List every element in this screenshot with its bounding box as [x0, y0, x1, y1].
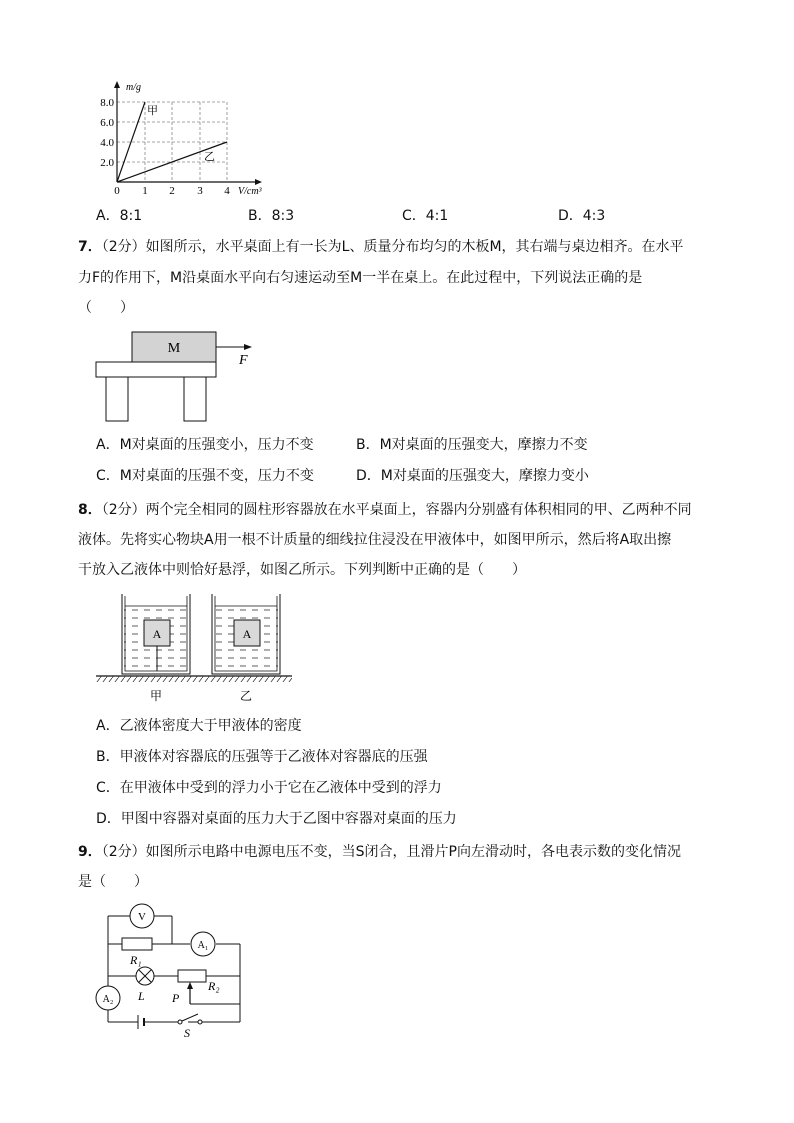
q7-text: （2分）如图所示，水平桌面上有一长为L、质量分布均匀的木板M，其右端与桌边相齐。在水平 — [101, 239, 684, 255]
block-a-label-yi: A — [242, 627, 252, 641]
series-yi-label: 乙 — [204, 151, 215, 163]
q7-option-d[interactable]: D．M对桌面的压强变大，摩擦力变小 — [356, 468, 589, 484]
q8-option-d[interactable]: D．甲图中容器对桌面的压力大于乙图中容器对桌面的压力 — [96, 811, 457, 827]
q7-stem-line1 — [78, 237, 684, 257]
q8-containers-figure — [94, 590, 298, 704]
q9-circuit-figure — [92, 898, 252, 1038]
ammeter-a1-label: A₁ — [197, 940, 209, 951]
x-axis-label: V/cm³ — [238, 186, 262, 197]
x-tick-label: 0 — [114, 185, 120, 197]
q8-number: 8． — [78, 502, 102, 518]
y-axis-label: m/g — [126, 82, 141, 93]
q7-number: 7． — [78, 239, 102, 255]
ammeter-a2-label: A₂ — [102, 994, 114, 1005]
block-a-label-jia: A — [152, 627, 162, 641]
q7-option-b[interactable]: B．M对桌面的压强变大，摩擦力不变 — [356, 437, 588, 453]
lamp-label: L — [138, 989, 145, 1003]
y-tick-label: 4.0 — [100, 137, 114, 149]
series-jia-label: 甲 — [147, 105, 158, 117]
slider-p-label: P — [172, 991, 180, 1005]
board-m-label: M — [167, 341, 181, 356]
y-tick-label: 6.0 — [100, 117, 114, 129]
q7-option-a[interactable]: A．M对桌面的压强变小，压力不变 — [96, 437, 314, 453]
r1-label: R₁ — [130, 953, 142, 967]
q9-text: （2分）如图所示电路中电源电压不变，当S闭合，且滑片P向左滑动时，各电表示数的变化情况 — [101, 844, 681, 860]
q8-text: （2分）两个完全相同的圆柱形容器放在水平桌面上，容器内分别盛有体积相同的甲、乙两种不同 — [101, 502, 692, 518]
x-tick-label: 2 — [169, 185, 175, 197]
series-jia-line — [117, 102, 145, 182]
q7-table-board-figure — [94, 328, 264, 426]
x-tick-label: 3 — [197, 185, 203, 197]
caption-jia: 甲 — [149, 689, 163, 703]
caption-yi: 乙 — [239, 689, 253, 703]
q7-stem-line2: 力F的作用下，M沿桌面水平向右匀速运动至M一半在桌上。在此过程中，下列说法正确的是 — [78, 270, 643, 286]
q6-option-d[interactable]: D．4:3 — [558, 208, 606, 224]
x-tick-label: 4 — [224, 185, 230, 197]
q7-stem-line3: （ ） — [78, 300, 134, 316]
q9-number: 9． — [78, 844, 102, 860]
q7-option-c[interactable]: C．M对桌面的压强不变，压力不变 — [96, 468, 314, 484]
r2-label: R₂ — [208, 979, 220, 993]
q8-option-a[interactable]: A．乙液体密度大于甲液体的密度 — [96, 718, 302, 734]
q8-stem-line1 — [78, 500, 692, 520]
force-f-label: F — [239, 353, 248, 368]
q6-option-c[interactable]: C．4:1 — [402, 208, 449, 224]
q6-option-b[interactable]: B．8:3 — [248, 208, 295, 224]
y-tick-label: 2.0 — [100, 157, 114, 169]
q9-stem-line1 — [78, 842, 681, 862]
q6-mass-volume-graph — [84, 76, 284, 200]
q9-stem-line2: 是（ ） — [78, 874, 148, 890]
voltmeter-label: V — [138, 911, 146, 923]
q8-option-b[interactable]: B．甲液体对容器底的压强等于乙液体对容器底的压强 — [96, 749, 428, 765]
q6-option-a[interactable]: A．8:1 — [96, 208, 143, 224]
switch-label: S — [184, 1026, 190, 1038]
y-tick-label: 8.0 — [100, 97, 114, 109]
q8-stem-line2: 液体。先将实心物块A用一根不计质量的细线拉住浸没在甲液体中，如图甲所示，然后将A取出擦 — [78, 532, 672, 548]
q8-option-c[interactable]: C．在甲液体中受到的浮力小于它在乙液体中受到的浮力 — [96, 780, 442, 796]
x-tick-label: 1 — [142, 185, 148, 197]
q8-stem-line3: 干放入乙液体中则恰好悬浮，如图乙所示。下列判断中正确的是（ ） — [78, 562, 526, 578]
